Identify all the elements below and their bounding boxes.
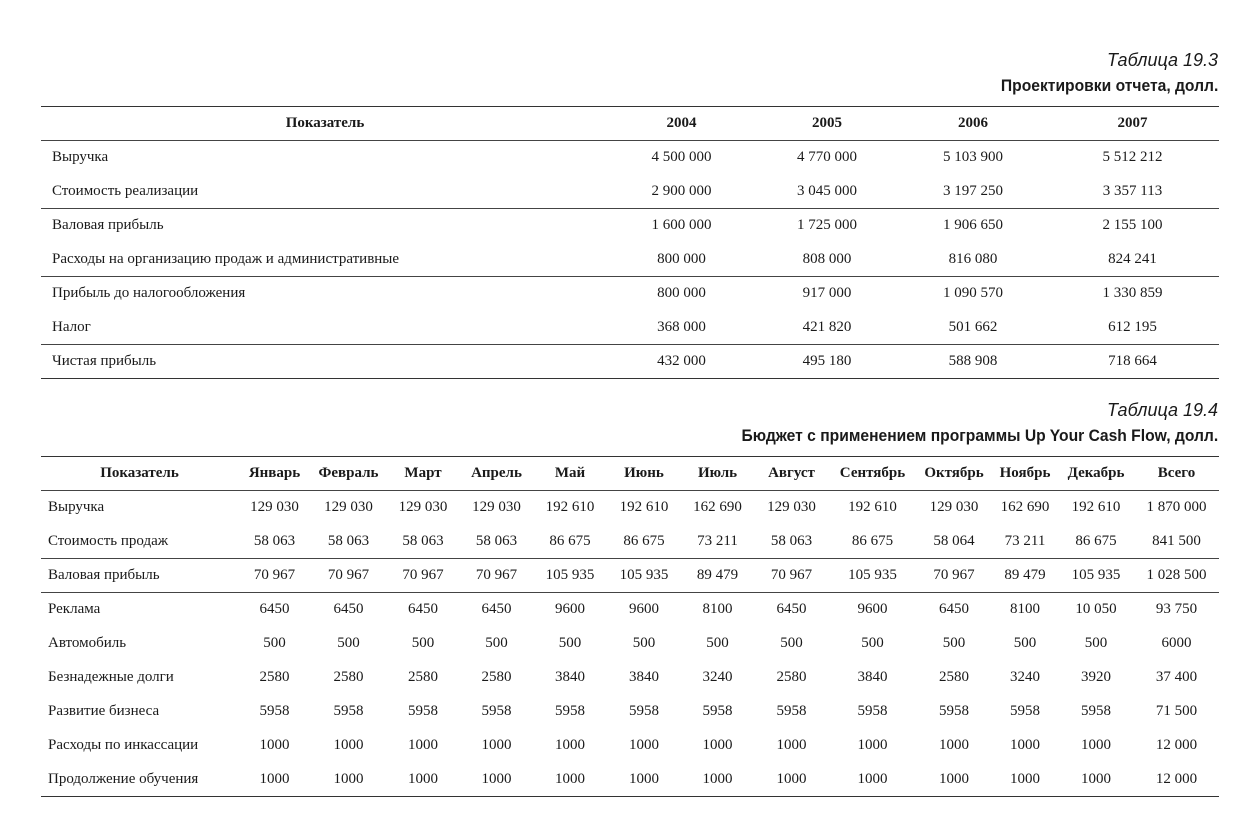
cell-value: 1000 <box>702 770 733 787</box>
cell-value: 1 600 000 <box>609 209 754 243</box>
cell-value: 500 <box>337 635 360 651</box>
cell-value: 1000 <box>776 770 807 787</box>
cell-value: 841 500 <box>1152 532 1201 549</box>
row-label: Стоимость продаж <box>48 532 169 549</box>
cell-value: 1000 <box>555 737 585 753</box>
cell-value: 5958 <box>857 703 888 719</box>
cell-value: 4 500 000 <box>651 149 712 166</box>
cell-value: 58 063 <box>402 532 444 549</box>
cell-value: 58 063 <box>253 532 296 549</box>
cell-value: 5958 <box>1081 703 1111 719</box>
cell-value: 500 <box>942 635 966 651</box>
cell-value: 1000 <box>1010 737 1040 753</box>
cell-value: 129 030 <box>250 499 299 516</box>
cell-value: 10 050 <box>1058 593 1134 627</box>
cell-value: 58 063 <box>475 532 518 549</box>
cell-value: 1000 <box>333 737 364 753</box>
cell-value: 73 211 <box>1004 532 1046 549</box>
cell-value: 89 479 <box>681 559 754 593</box>
cell-value: 500 <box>780 635 803 651</box>
cell-value: 1000 <box>555 770 585 787</box>
cell-value: 6450 <box>916 593 992 627</box>
cell-value: 500 <box>411 635 435 651</box>
cell-value: 800 000 <box>657 250 706 267</box>
cell-value: 1000 <box>333 770 364 787</box>
cell-value: 3240 <box>702 669 733 685</box>
cell-value: 86 675 <box>623 532 665 549</box>
cell-value: 1000 <box>857 737 888 753</box>
column-header: Показатель <box>41 457 238 491</box>
cell-value: 162 690 <box>1000 499 1050 516</box>
cell-value: 129 030 <box>472 499 521 516</box>
row-label: Реклама <box>41 593 238 627</box>
cell-value: 5 103 900 <box>943 149 1003 166</box>
cell-value: 432 000 <box>609 345 754 379</box>
cell-value: 5958 <box>481 703 512 719</box>
cell-value: 70 967 <box>238 559 311 593</box>
cell-value: 86 675 <box>549 532 591 549</box>
cell-value: 37 400 <box>1155 669 1198 685</box>
table-row <box>41 141 1219 175</box>
cell-value: 1000 <box>1081 770 1111 787</box>
cell-value: 1000 <box>259 770 290 787</box>
cell-value: 1000 <box>629 737 659 753</box>
cell-value: 1000 <box>939 737 969 753</box>
cell-value: 5958 <box>776 703 807 719</box>
row-label: Прибыль до налогообложения <box>41 277 609 311</box>
cell-value: 1000 <box>408 737 438 753</box>
cell-value: 3840 <box>629 669 659 685</box>
table-row <box>41 345 1219 379</box>
cell-value: 129 030 <box>767 499 816 516</box>
table-row <box>41 175 1219 209</box>
table-row <box>41 243 1219 277</box>
cell-value: 500 <box>558 635 582 651</box>
cell-value: 12 000 <box>1155 737 1198 753</box>
table-row <box>41 209 1219 243</box>
table-header-row <box>41 107 1219 141</box>
cell-value: 6450 <box>754 593 829 627</box>
cell-value: 808 000 <box>802 250 852 267</box>
cell-value: 6450 <box>460 593 533 627</box>
row-label: Налог <box>52 318 91 335</box>
cell-value: 2 900 000 <box>651 182 712 199</box>
cell-value: 2580 <box>939 669 969 685</box>
cell-value: 105 935 <box>829 559 916 593</box>
table-header-row <box>41 457 1219 491</box>
row-label: Расходы на организацию продаж и административные <box>52 250 400 267</box>
cell-value: 1000 <box>1081 737 1111 753</box>
column-header: 2007 <box>1046 107 1219 141</box>
cell-value: 1000 <box>702 737 733 753</box>
cell-value: 500 <box>861 635 884 651</box>
cell-value: 3 045 000 <box>797 182 857 199</box>
cell-value: 718 664 <box>1046 345 1219 379</box>
table-row <box>41 695 1219 729</box>
cell-value: 500 <box>706 635 729 651</box>
row-label: Валовая прибыль <box>41 209 609 243</box>
cell-value: 70 967 <box>916 559 992 593</box>
cell-value: 129 030 <box>324 499 373 516</box>
column-header: 2004 <box>609 107 754 141</box>
cell-value: 9600 <box>829 593 916 627</box>
cell-value: 70 967 <box>311 559 386 593</box>
column-header: Июль <box>681 457 754 491</box>
cell-value: 500 <box>632 635 656 651</box>
cell-value: 70 967 <box>460 559 533 593</box>
cell-value: 1000 <box>776 737 807 753</box>
cell-value: 500 <box>485 635 508 651</box>
column-header: Апрель <box>460 457 533 491</box>
cell-value: 6450 <box>311 593 386 627</box>
cell-value: 3 197 250 <box>943 182 1003 199</box>
cell-value: 824 241 <box>1108 250 1157 267</box>
cell-value: 2580 <box>481 669 512 685</box>
column-header: Ноябрь <box>992 457 1058 491</box>
cell-value: 2580 <box>408 669 438 685</box>
cell-value: 612 195 <box>1108 318 1157 335</box>
column-header: Июнь <box>607 457 681 491</box>
cell-value: 1 906 650 <box>900 209 1046 243</box>
row-label: Безнадежные долги <box>48 669 174 685</box>
cell-value: 70 967 <box>386 559 460 593</box>
cell-value: 1 725 000 <box>754 209 900 243</box>
table-row <box>41 311 1219 345</box>
cell-value: 3 357 113 <box>1102 182 1163 199</box>
cell-value: 2580 <box>259 669 290 685</box>
cell-value: 421 820 <box>802 318 852 335</box>
cell-value: 5958 <box>555 703 585 719</box>
column-header: Январь <box>238 457 311 491</box>
cell-value: 5 512 212 <box>1102 149 1163 166</box>
column-header: Октябрь <box>916 457 992 491</box>
column-header: 2005 <box>754 107 900 141</box>
cell-value: 1000 <box>629 770 659 787</box>
column-header: Март <box>386 457 460 491</box>
row-label: Чистая прибыль <box>41 345 609 379</box>
cell-value: 1000 <box>259 737 290 753</box>
cell-value: 1 870 000 <box>1146 499 1207 516</box>
cell-value: 1000 <box>1010 770 1040 787</box>
table-row <box>41 627 1219 661</box>
row-label: Валовая прибыль <box>41 559 238 593</box>
cell-value: 500 <box>263 635 286 651</box>
row-label: Продолжение обучения <box>48 770 199 787</box>
cell-value: 73 211 <box>697 532 738 549</box>
cell-value: 71 500 <box>1155 703 1198 719</box>
cell-value: 917 000 <box>754 277 900 311</box>
cell-value: 6450 <box>386 593 460 627</box>
cell-value: 9600 <box>533 593 607 627</box>
cell-value: 192 610 <box>545 499 595 516</box>
column-header: Всего <box>1134 457 1219 491</box>
cell-value: 8100 <box>681 593 754 627</box>
cell-value: 5958 <box>629 703 659 719</box>
cell-value: 1000 <box>481 737 512 753</box>
table-row <box>41 763 1219 797</box>
cell-value: 89 479 <box>992 559 1058 593</box>
cell-value: 501 662 <box>948 318 998 335</box>
table2-number: Таблица 19.4 <box>1106 400 1218 420</box>
cell-value: 5958 <box>702 703 733 719</box>
cell-value: 86 675 <box>851 532 894 549</box>
cell-value: 6000 <box>1161 635 1192 651</box>
cell-value: 5958 <box>333 703 364 719</box>
cell-value: 1000 <box>481 770 512 787</box>
cell-value: 192 610 <box>1071 499 1121 516</box>
table1-number: Таблица 19.3 <box>1106 50 1218 70</box>
cell-value: 8100 <box>992 593 1058 627</box>
cell-value: 58 063 <box>770 532 813 549</box>
column-header: Февраль <box>311 457 386 491</box>
projections-table <box>41 106 1219 379</box>
cell-value: 1 090 570 <box>900 277 1046 311</box>
cell-value: 93 750 <box>1134 593 1219 627</box>
cell-value: 3920 <box>1081 669 1111 685</box>
column-header: 2006 <box>900 107 1046 141</box>
table-row <box>41 491 1219 525</box>
cell-value: 2580 <box>333 669 364 685</box>
column-header: Декабрь <box>1058 457 1134 491</box>
column-header: Показатель <box>41 107 609 141</box>
row-label: Развитие бизнеса <box>48 703 160 719</box>
table-row <box>41 277 1219 311</box>
cell-value: 129 030 <box>929 499 979 516</box>
cell-value: 105 935 <box>533 559 607 593</box>
cell-value: 192 610 <box>619 499 669 516</box>
row-label: Расходы по инкассации <box>48 737 199 753</box>
table1-title: Проектировки отчета, долл. <box>1000 76 1218 95</box>
table-row <box>41 593 1219 627</box>
column-header: Август <box>754 457 829 491</box>
cell-value: 3840 <box>555 669 585 685</box>
cell-value: 70 967 <box>754 559 829 593</box>
cell-value: 12 000 <box>1155 770 1198 787</box>
table-row <box>41 525 1219 559</box>
cell-value: 9600 <box>607 593 681 627</box>
cell-value: 2 155 100 <box>1046 209 1219 243</box>
cell-value: 3840 <box>857 669 888 685</box>
cell-value: 1 330 859 <box>1046 277 1219 311</box>
row-label: Стоимость реализации <box>52 182 199 199</box>
column-header: Май <box>533 457 607 491</box>
cell-value: 58 063 <box>327 532 370 549</box>
cell-value: 105 935 <box>1058 559 1134 593</box>
table2-title: Бюджет с применением программы Up Your Cash Flow, долл. <box>741 426 1218 445</box>
cell-value: 816 080 <box>948 250 998 267</box>
cell-value: 86 675 <box>1075 532 1117 549</box>
table-row <box>41 661 1219 695</box>
cell-value: 58 064 <box>933 532 975 549</box>
cell-value: 1000 <box>857 770 888 787</box>
cell-value: 129 030 <box>398 499 448 516</box>
cell-value: 5958 <box>1010 703 1040 719</box>
cell-value: 105 935 <box>607 559 681 593</box>
cell-value: 500 <box>1013 635 1037 651</box>
cell-value: 1000 <box>408 770 438 787</box>
column-header: Сентябрь <box>829 457 916 491</box>
cell-value: 495 180 <box>754 345 900 379</box>
cell-value: 5958 <box>408 703 438 719</box>
table-row <box>41 559 1219 593</box>
row-label: Выручка <box>52 149 109 166</box>
cell-value: 4 770 000 <box>797 149 857 166</box>
cell-value: 500 <box>1084 635 1108 651</box>
table-row <box>41 729 1219 763</box>
cell-value: 3240 <box>1010 669 1040 685</box>
budget-table <box>41 456 1219 797</box>
cell-value: 2580 <box>776 669 807 685</box>
cell-value: 5958 <box>259 703 290 719</box>
cell-value: 1000 <box>939 770 969 787</box>
cell-value: 368 000 <box>657 318 706 335</box>
row-label: Выручка <box>48 499 105 516</box>
cell-value: 6450 <box>238 593 311 627</box>
cell-value: 5958 <box>939 703 969 719</box>
cell-value: 800 000 <box>609 277 754 311</box>
cell-value: 192 610 <box>848 499 897 516</box>
row-label: Автомобиль <box>48 635 127 651</box>
cell-value: 588 908 <box>900 345 1046 379</box>
cell-value: 162 690 <box>693 499 742 516</box>
cell-value: 1 028 500 <box>1134 559 1219 593</box>
